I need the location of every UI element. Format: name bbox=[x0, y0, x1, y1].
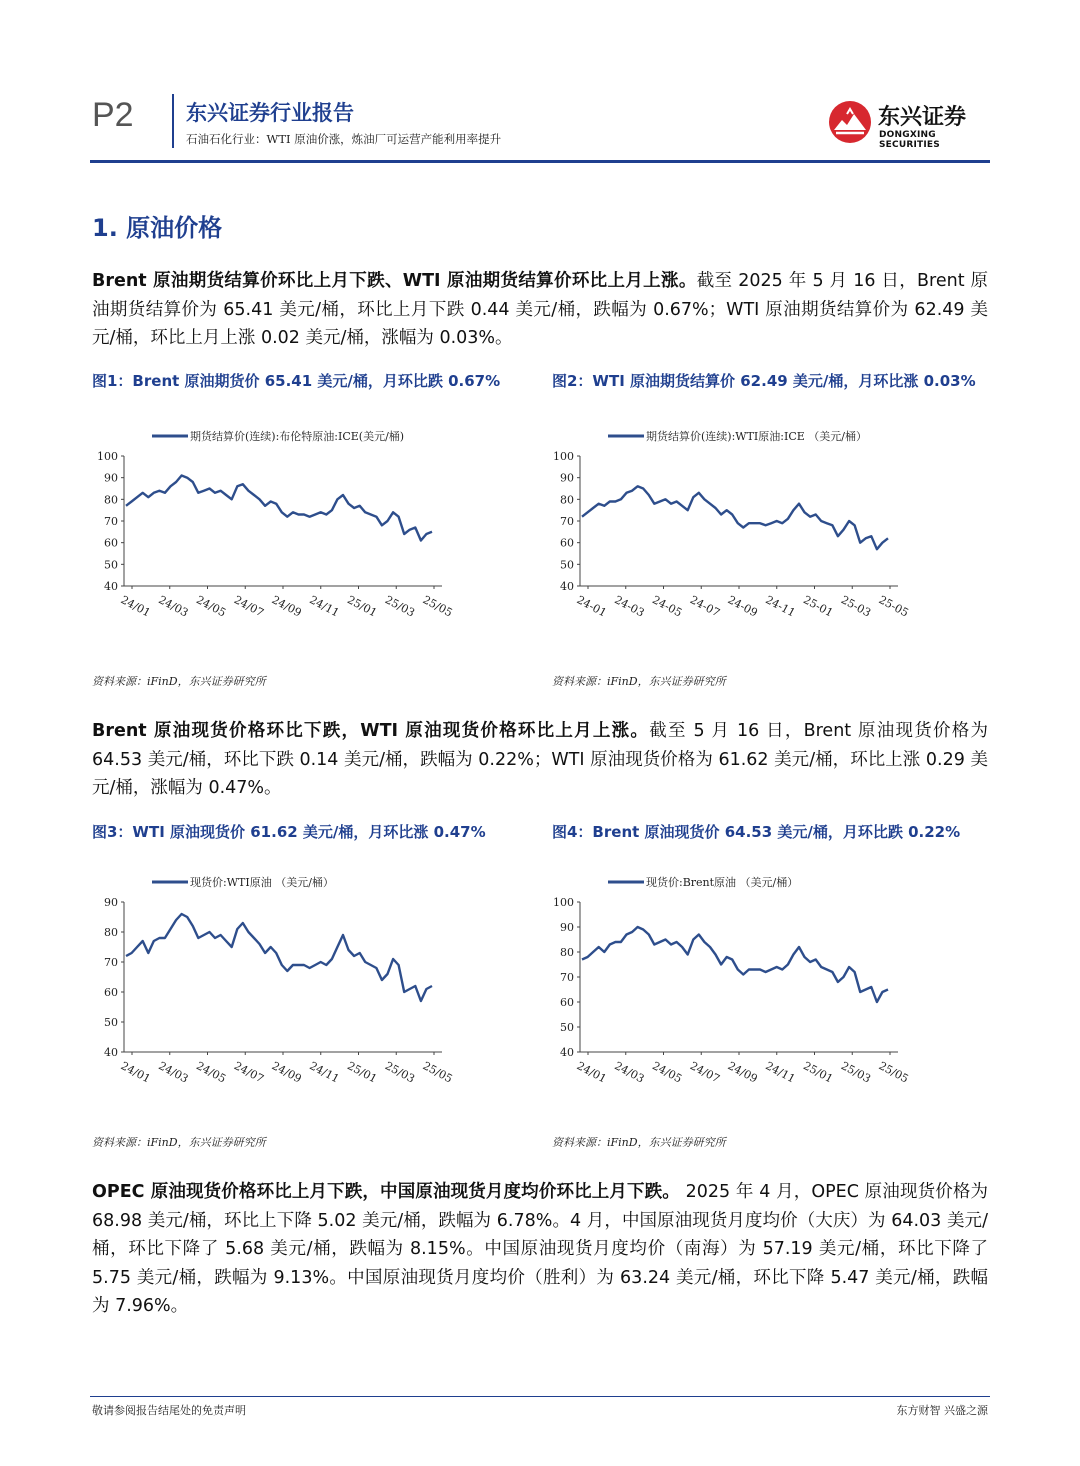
series-line bbox=[582, 486, 888, 549]
y-tick-label: 70 bbox=[104, 515, 118, 528]
x-tick-label: 25/01 bbox=[345, 1059, 380, 1086]
figure-4-chart bbox=[548, 866, 948, 1110]
y-tick-label: 100 bbox=[97, 450, 118, 463]
y-tick-label: 40 bbox=[560, 1046, 574, 1059]
x-tick-label: 25/03 bbox=[838, 1059, 873, 1086]
y-tick-label: 60 bbox=[104, 536, 118, 550]
x-tick-label: 24/09 bbox=[269, 593, 304, 620]
y-tick-label: 50 bbox=[560, 1021, 574, 1034]
y-tick-label: 70 bbox=[104, 956, 118, 969]
x-tick-label: 24-01 bbox=[574, 593, 609, 620]
brand-logo-block bbox=[828, 100, 998, 150]
legend-label: 期货结算价(连续):WTI原油:ICE （美元/桶） bbox=[646, 430, 867, 443]
x-tick-label: 25/03 bbox=[382, 1059, 417, 1086]
x-tick-label: 25-05 bbox=[876, 593, 911, 620]
paragraph-3-body: 2025 年 4 月，OPEC 原油现货价格为 68.98 美元/桶，环比上下降 5.02 美元/桶，跌幅为 6.78%。4 月，中国原油现货月度均价（大庆）为 64.03 美元/桶，环比下降了 5.68 美元/桶，跌幅为 8.15%。中国原油现货月度均价（南海）为 57.19 美元/桶，环比下降了 5.75 美元/桶，跌幅为 9.13%。中国原油现货月度均价（胜利）为 63.24 美元/桶，环比下降 5.47 美元/桶，跌幅为 7.96%。 bbox=[92, 1182, 989, 1316]
paragraph-3-lead: OPEC 原油现货价格环比上月下跌，中国原油现货月度均价环比上月下跌。 bbox=[92, 1182, 680, 1202]
series-line bbox=[582, 927, 888, 1002]
header-rule bbox=[90, 160, 990, 163]
paragraph-1 bbox=[92, 267, 988, 353]
y-tick-label: 50 bbox=[104, 558, 118, 572]
brand-logo-icon bbox=[828, 100, 872, 144]
y-tick-label: 60 bbox=[560, 536, 574, 550]
figure-1-source: 资料来源：iFinD，东兴证券研究所 bbox=[92, 675, 266, 688]
x-tick-label: 24/11 bbox=[763, 1059, 798, 1086]
figure-4-source: 资料来源：iFinD，东兴证券研究所 bbox=[552, 1136, 726, 1149]
page-number: P2 bbox=[92, 96, 134, 134]
y-tick-label: 80 bbox=[560, 493, 574, 507]
x-tick-label: 25-03 bbox=[838, 593, 873, 620]
y-tick-label: 80 bbox=[104, 493, 118, 507]
header-divider bbox=[172, 94, 174, 148]
y-tick-label: 100 bbox=[553, 450, 574, 463]
y-tick-label: 70 bbox=[560, 515, 574, 528]
x-tick-label: 24/03 bbox=[612, 1059, 647, 1086]
figure-2-source: 资料来源：iFinD，东兴证券研究所 bbox=[552, 675, 726, 688]
x-tick-label: 24/05 bbox=[194, 1059, 229, 1086]
x-tick-label: 25/03 bbox=[382, 593, 417, 620]
brand-name: 东兴证券 bbox=[878, 105, 967, 130]
y-tick-label: 40 bbox=[104, 580, 118, 593]
paragraph-1-lead: Brent 原油期货结算价环比上月下跌、WTI 原油期货结算价环比上月上涨。 bbox=[92, 271, 697, 291]
y-tick-label: 90 bbox=[560, 921, 574, 934]
x-tick-label: 25/05 bbox=[420, 1059, 455, 1086]
x-tick-label: 24/05 bbox=[194, 593, 229, 620]
paragraph-2-lead: Brent 原油现货价格环比下跌，WTI 原油现货价格环比上月上涨。 bbox=[92, 721, 650, 741]
x-tick-label: 24-07 bbox=[687, 593, 722, 620]
report-subtitle: 石油石化行业：WTI 原油价涨，炼油厂可运营产能利用率提升 bbox=[186, 132, 502, 146]
section-title: 1. 原油价格 bbox=[92, 214, 223, 242]
figure-3-chart bbox=[92, 866, 492, 1110]
x-tick-label: 24/01 bbox=[118, 1059, 153, 1086]
x-tick-label: 24/07 bbox=[231, 593, 266, 620]
report-title: 东兴证券行业报告 bbox=[186, 101, 354, 125]
y-tick-label: 100 bbox=[553, 896, 574, 909]
y-tick-label: 80 bbox=[104, 926, 118, 939]
legend-label: 现货价:Brent原油 （美元/桶） bbox=[646, 876, 799, 889]
x-tick-label: 24/09 bbox=[269, 1059, 304, 1086]
x-tick-label: 24/05 bbox=[650, 1059, 685, 1086]
paragraph-2 bbox=[92, 717, 988, 803]
y-tick-label: 90 bbox=[104, 896, 118, 909]
x-tick-label: 24/01 bbox=[118, 593, 153, 620]
x-tick-label: 25/01 bbox=[345, 593, 380, 620]
x-tick-label: 25/05 bbox=[876, 1059, 911, 1086]
figure-1-title: 图1：Brent 原油期货价 65.41 美元/桶，月环比跌 0.67% bbox=[92, 372, 501, 390]
footer-slogan: 东方财智 兴盛之源 bbox=[896, 1404, 988, 1417]
x-tick-label: 25-01 bbox=[801, 593, 836, 620]
y-tick-label: 70 bbox=[560, 971, 574, 984]
y-tick-label: 90 bbox=[560, 471, 574, 485]
y-tick-label: 40 bbox=[104, 1046, 118, 1059]
paragraph-3 bbox=[92, 1178, 988, 1321]
x-tick-label: 24/01 bbox=[574, 1059, 609, 1086]
y-tick-label: 50 bbox=[104, 1016, 118, 1029]
legend-label: 现货价:WTI原油 （美元/桶） bbox=[190, 876, 334, 889]
x-tick-label: 24/07 bbox=[687, 1059, 722, 1086]
x-tick-label: 24-05 bbox=[650, 593, 685, 620]
x-tick-label: 25/05 bbox=[420, 593, 455, 620]
x-tick-label: 25/01 bbox=[801, 1059, 836, 1086]
figure-3-source: 资料来源：iFinD，东兴证券研究所 bbox=[92, 1136, 266, 1149]
x-tick-label: 24-03 bbox=[612, 593, 647, 620]
figure-2-chart bbox=[548, 420, 948, 644]
figure-3-title: 图3：WTI 原油现货价 61.62 美元/桶，月环比涨 0.47% bbox=[92, 823, 486, 841]
y-tick-label: 60 bbox=[104, 986, 118, 999]
brand-name-en: DONGXING SECURITIES bbox=[879, 130, 940, 150]
y-tick-label: 50 bbox=[560, 558, 574, 572]
x-tick-label: 24-11 bbox=[763, 593, 798, 620]
x-tick-label: 24/03 bbox=[156, 1059, 191, 1086]
x-tick-label: 24/11 bbox=[307, 1059, 342, 1086]
legend-label: 期货结算价(连续):布伦特原油:ICE(美元/桶) bbox=[190, 430, 405, 443]
figure-4-title: 图4：Brent 原油现货价 64.53 美元/桶，月环比跌 0.22% bbox=[552, 823, 961, 841]
y-tick-label: 60 bbox=[560, 996, 574, 1009]
figure-1-chart bbox=[92, 420, 492, 644]
footer-rule bbox=[90, 1396, 990, 1397]
x-tick-label: 24/07 bbox=[231, 1059, 266, 1086]
x-tick-label: 24/03 bbox=[156, 593, 191, 620]
series-line bbox=[126, 914, 432, 1001]
series-line bbox=[126, 476, 432, 541]
x-tick-label: 24/09 bbox=[725, 1059, 760, 1086]
figure-2-title: 图2：WTI 原油期货结算价 62.49 美元/桶，月环比涨 0.03% bbox=[552, 372, 976, 390]
x-tick-label: 24-09 bbox=[725, 593, 760, 620]
paragraph-2-body: 截至 5 月 16 日，Brent 原油现货价格为 64.53 美元/桶，环比下跌 0.14 美元/桶，跌幅为 0.22%；WTI 原油现货价格为 61.62 美元/桶，环比上涨 0.29 美元/桶，涨幅为 0.47%。 bbox=[92, 721, 988, 798]
y-tick-label: 90 bbox=[104, 471, 118, 485]
y-tick-label: 80 bbox=[560, 946, 574, 959]
x-tick-label: 24/11 bbox=[307, 593, 342, 620]
paragraph-1-body: 截至 2025 年 5 月 16 日，Brent 原油期货结算价为 65.41 美元/桶，环比上月下跌 0.44 美元/桶，跌幅为 0.67%；WTI 原油期货结算价为 62.49 美元/桶，环比上月上涨 0.02 美元/桶，涨幅为 0.03%。 bbox=[92, 271, 988, 348]
y-tick-label: 40 bbox=[560, 580, 574, 593]
footer-disclaimer: 敬请参阅报告结尾处的免责声明 bbox=[92, 1404, 246, 1417]
